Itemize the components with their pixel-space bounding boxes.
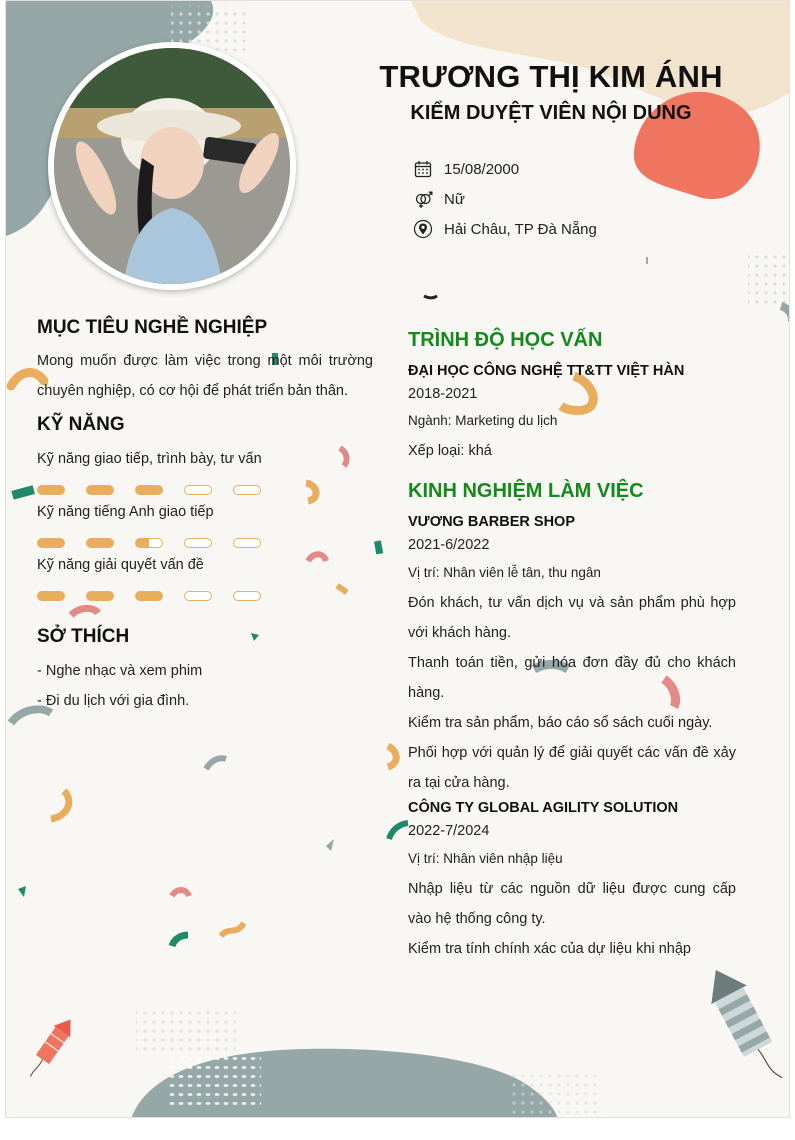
skill-level-dot [233,591,261,601]
top-right-beige-blob [411,1,790,115]
skill-name-3: Kỹ năng giải quyết vấn đề [37,557,204,573]
skill-name-1: Kỹ năng giao tiếp, trình bày, tư vấn [37,451,262,467]
rocket-decoration-right [698,961,790,1091]
skill-level-dot [135,485,163,495]
job-2-position: Vị trí: Nhân viên nhập liệu [408,851,563,866]
job-2-line-3: Kiểm tra tính chính xác của dự liệu khi nhập [408,941,691,957]
skill-level-dot [37,485,65,495]
calendar-icon [412,158,434,180]
education-heading: TRÌNH ĐỘ HỌC VẤN [408,329,603,351]
gender-icon [412,188,434,210]
skill-level-dot [37,591,65,601]
birthdate-text: 15/08/2000 [444,160,520,178]
hobbies-heading: SỞ THÍCH [37,626,130,647]
job-1-line-1: Đón khách, tư vấn dịch vụ và sản phẩm phù hợp [408,595,736,611]
job-2-line-1: Nhập liệu từ các nguồn dữ liệu được cung cấp [408,881,736,897]
skill-level-dot [86,485,114,495]
profile-photo [54,48,290,284]
cv-page [5,0,790,1118]
skill-level-dot [86,591,114,601]
education-grade: Xếp loại: khá [408,443,492,459]
rocket-decoration-left [22,1014,79,1083]
address-text: Hải Châu, TP Đà Nẵng [444,220,597,238]
skill-level-dot [135,591,163,601]
skill-name-2: Kỹ năng tiếng Anh giao tiếp [37,504,214,520]
candidate-name: TRƯƠNG THỊ KIM ÁNH [379,59,723,94]
hobby-item-2: - Đi du lịch với gia đình. [37,693,190,709]
education-major: Ngành: Marketing du lịch [408,413,558,428]
skill-level-dot [135,538,163,548]
skill-level-dot [86,538,114,548]
job-1-period: 2021-6/2022 [408,537,490,553]
skill-level-dot [184,538,212,548]
info-birthdate [412,157,519,181]
job-1-line-2: với khách hàng. [408,625,512,641]
education-school: ĐẠI HỌC CÔNG NGHỆ TT&TT VIỆT HÀN [408,363,685,379]
job-2-period: 2022-7/2024 [408,823,490,839]
job-2-company: CÔNG TY GLOBAL AGILITY SOLUTION [408,800,679,816]
objective-heading: MỤC TIÊU NGHỀ NGHIỆP [37,317,268,338]
skill-level-dot [184,591,212,601]
job-1-line-4: hàng. [408,685,445,701]
job-1-line-5: Kiểm tra sản phẩm, báo cáo sổ sách cuối ngày. [408,715,713,731]
job-1-company: VƯƠNG BARBER SHOP [408,514,575,530]
job-2-line-2: vào hệ thống công ty. [408,911,546,927]
profile-photo-frame [48,42,296,290]
location-pin-icon [412,218,434,240]
job-1-line-6: Phối hợp với quản lý để giải quyết các vấn đề xảy [408,745,736,761]
info-address [412,217,597,241]
job-1-line-7: ra tại cửa hàng. [408,775,510,791]
skill-level-dot [37,538,65,548]
job-title: KIỂM DUYỆT VIÊN NỘI DUNG [410,102,692,124]
job-1-position: Vị trí: Nhân viên lễ tân, thu ngân [408,565,601,580]
education-period: 2018-2021 [408,386,478,402]
skill-level-dot [233,538,261,548]
objective-line-1: Mong muốn được làm việc trong một môi trường [37,353,373,369]
skill-level-dot [233,485,261,495]
skill-level-dot [184,485,212,495]
experience-heading: KINH NGHIỆM LÀM VIỆC [408,480,644,502]
objective-line-2: chuyên nghiệp, có cơ hội để phát triển bản thân. [37,383,349,399]
job-1-line-3: Thanh toán tiền, gửi hóa đơn đầy đủ cho khách [408,655,736,671]
gender-text: Nữ [444,190,465,208]
hobby-item-1: - Nghe nhạc và xem phim [37,663,203,679]
info-gender [412,187,465,211]
skills-heading: KỸ NĂNG [37,414,125,435]
